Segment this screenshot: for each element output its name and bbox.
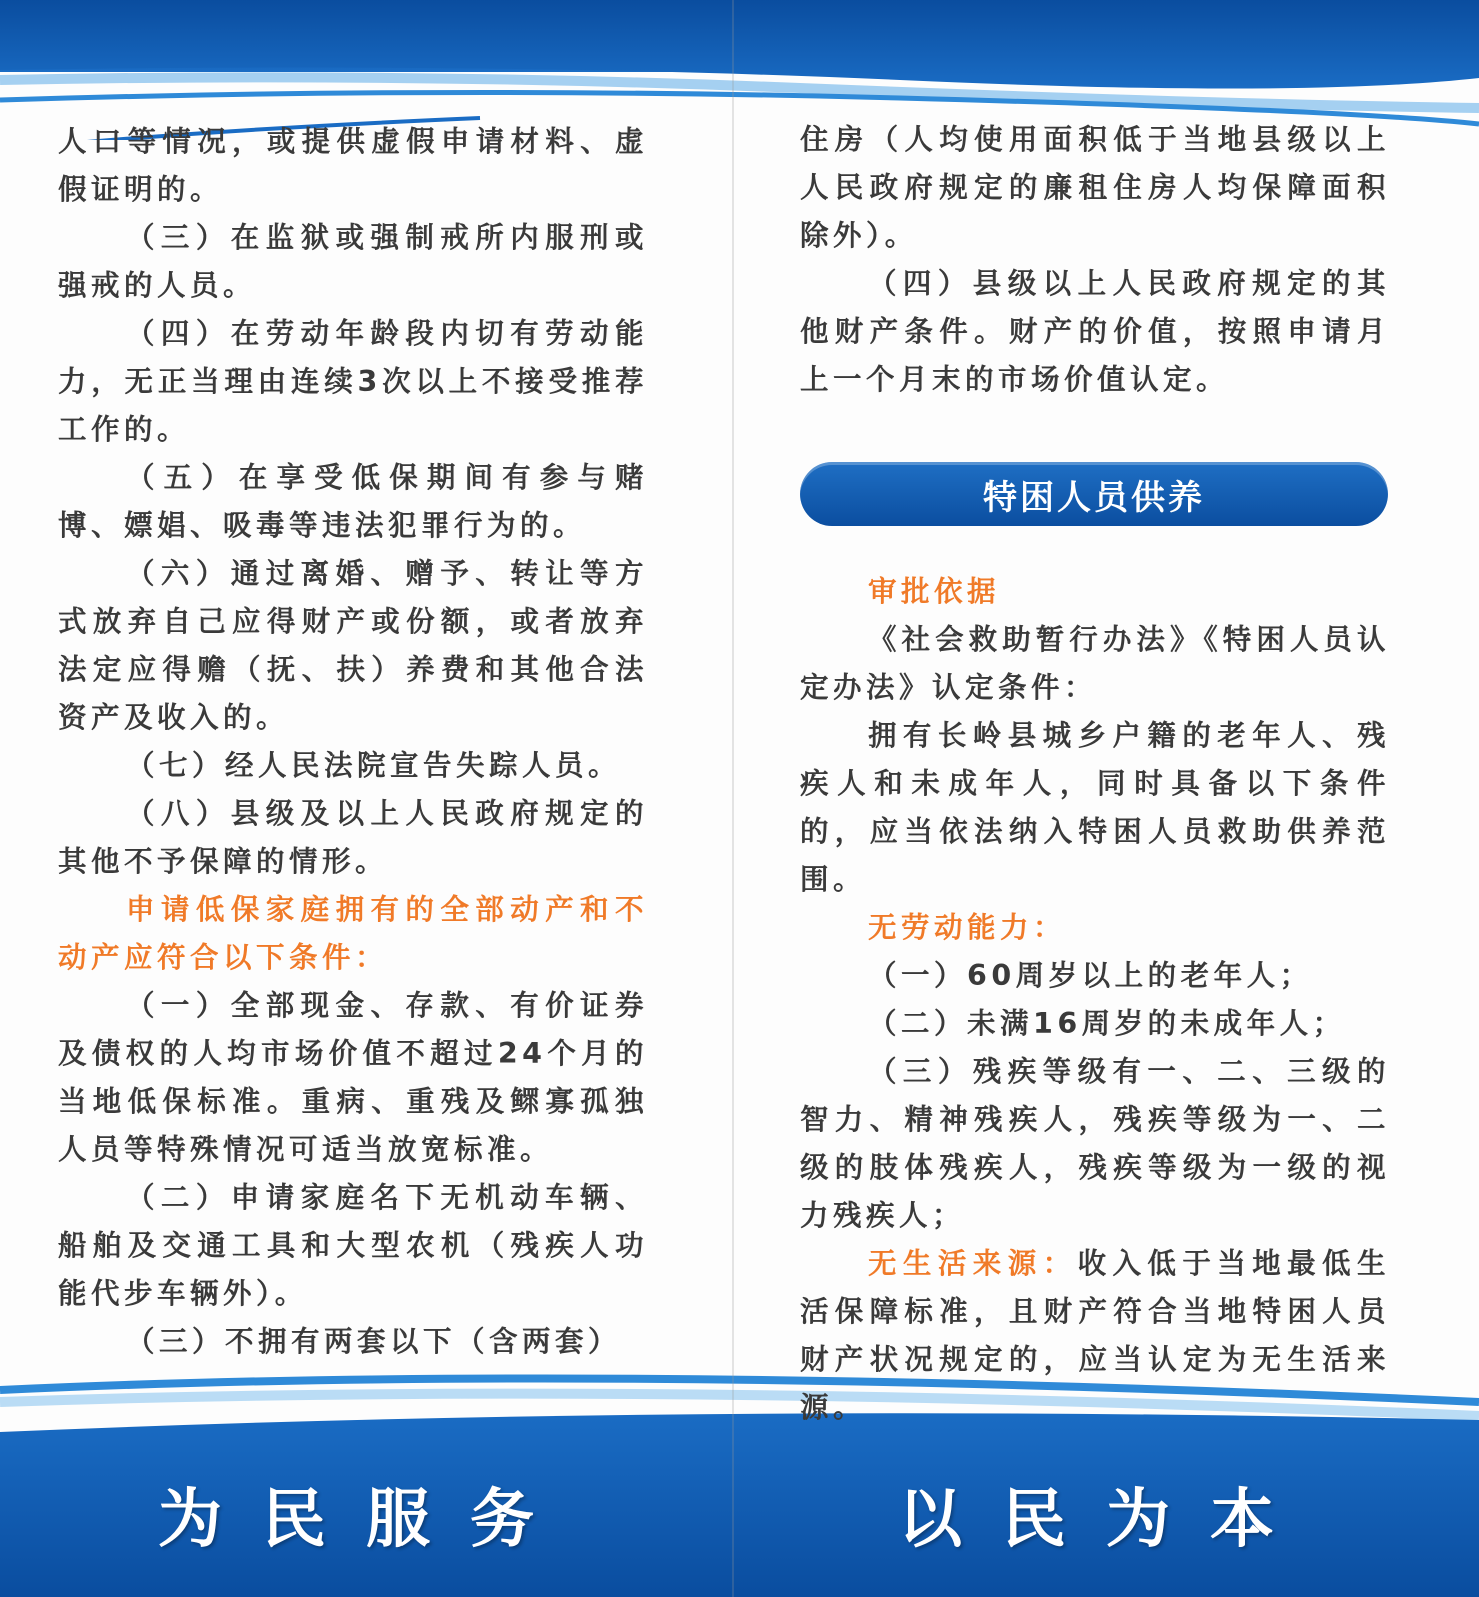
- no-income-text: 收入低于当地最低生活保障标准，且财产符合当地特困人员财产状况规定的，应当认定为无生活来源。: [800, 1247, 1390, 1424]
- paragraph: （五）在享受低保期间有参与赌博、嫖娼、吸毒等违法犯罪行为的。: [58, 461, 648, 542]
- section-title-banner: [800, 462, 1388, 526]
- slogan-right: 以民为本: [898, 1482, 1314, 1557]
- no-labor-heading: 无劳动能力：: [868, 911, 1067, 944]
- paragraph: （八）县级及以上人民政府规定的其他不予保障的情形。: [58, 797, 648, 878]
- list-item: （二）未满16周岁的未成年人；: [868, 1007, 1346, 1040]
- paragraph: （四）在劳动年龄段内切有劳动能力，无正当理由连续3次以上不接受推荐工作的。: [58, 317, 648, 446]
- section-title: 特困人员供养: [983, 477, 1205, 518]
- basis-heading: 审批依据: [868, 575, 1001, 608]
- slogan-left: 为民服务: [158, 1482, 574, 1557]
- left-column: [58, 118, 648, 1366]
- paragraph: （四）县级以上人民政府规定的其他财产条件。财产的价值，按照申请月上一个月末的市场价值认定。: [800, 267, 1390, 396]
- paragraph: （二）申请家庭名下无机动车辆、船舶及交通工具和大型农机（残疾人功能代步车辆外）。: [58, 1181, 648, 1310]
- paragraph: （六）通过离婚、赠予、转让等方式放弃自己应得财产或份额，或者放弃法定应得赡（抚、扶）养费和其他合法资产及收入的。: [58, 557, 648, 734]
- right-column: [800, 116, 1390, 1432]
- list-item: （三）残疾等级有一、二、三级的智力、精神残疾人，残疾等级为一、二级的肢体残疾人，残疾等级为一级的视力残疾人；: [800, 1055, 1390, 1232]
- no-income-label: 无生活来源：: [868, 1247, 1078, 1280]
- paragraph: 住房（人均使用面积低于当地县级以上人民政府规定的廉租住房人均保障面积除外）。: [800, 123, 1390, 252]
- list-item: （一）60周岁以上的老年人；: [868, 959, 1313, 992]
- no-income-paragraph: [800, 1240, 1390, 1432]
- paragraph: （三）在监狱或强制戒所内服刑或强戒的人员。: [58, 221, 648, 302]
- paragraph: 人口等情况，或提供虚假申请材料、虚假证明的。: [58, 125, 648, 206]
- paragraph: 拥有长岭县城乡户籍的老年人、残疾人和未成年人，同时具备以下条件的，应当依法纳入特困人员救助供养范围。: [800, 719, 1390, 896]
- paragraph: （七）经人民法院宣告失踪人员。: [126, 749, 622, 782]
- property-conditions-heading: 申请低保家庭拥有的全部动产和不动产应符合以下条件：: [58, 893, 648, 974]
- paragraph: （一）全部现金、存款、有价证券及债权的人均市场价值不超过24个月的当地低保标准。重病、重残及鳏寡孤独人员等特殊情况可适当放宽标准。: [58, 989, 648, 1166]
- fold-line: [732, 0, 734, 1597]
- paragraph: 《社会救助暂行办法》《特困人员认定办法》认定条件：: [800, 623, 1390, 704]
- paragraph: （三）不拥有两套以下（含两套）: [126, 1325, 622, 1358]
